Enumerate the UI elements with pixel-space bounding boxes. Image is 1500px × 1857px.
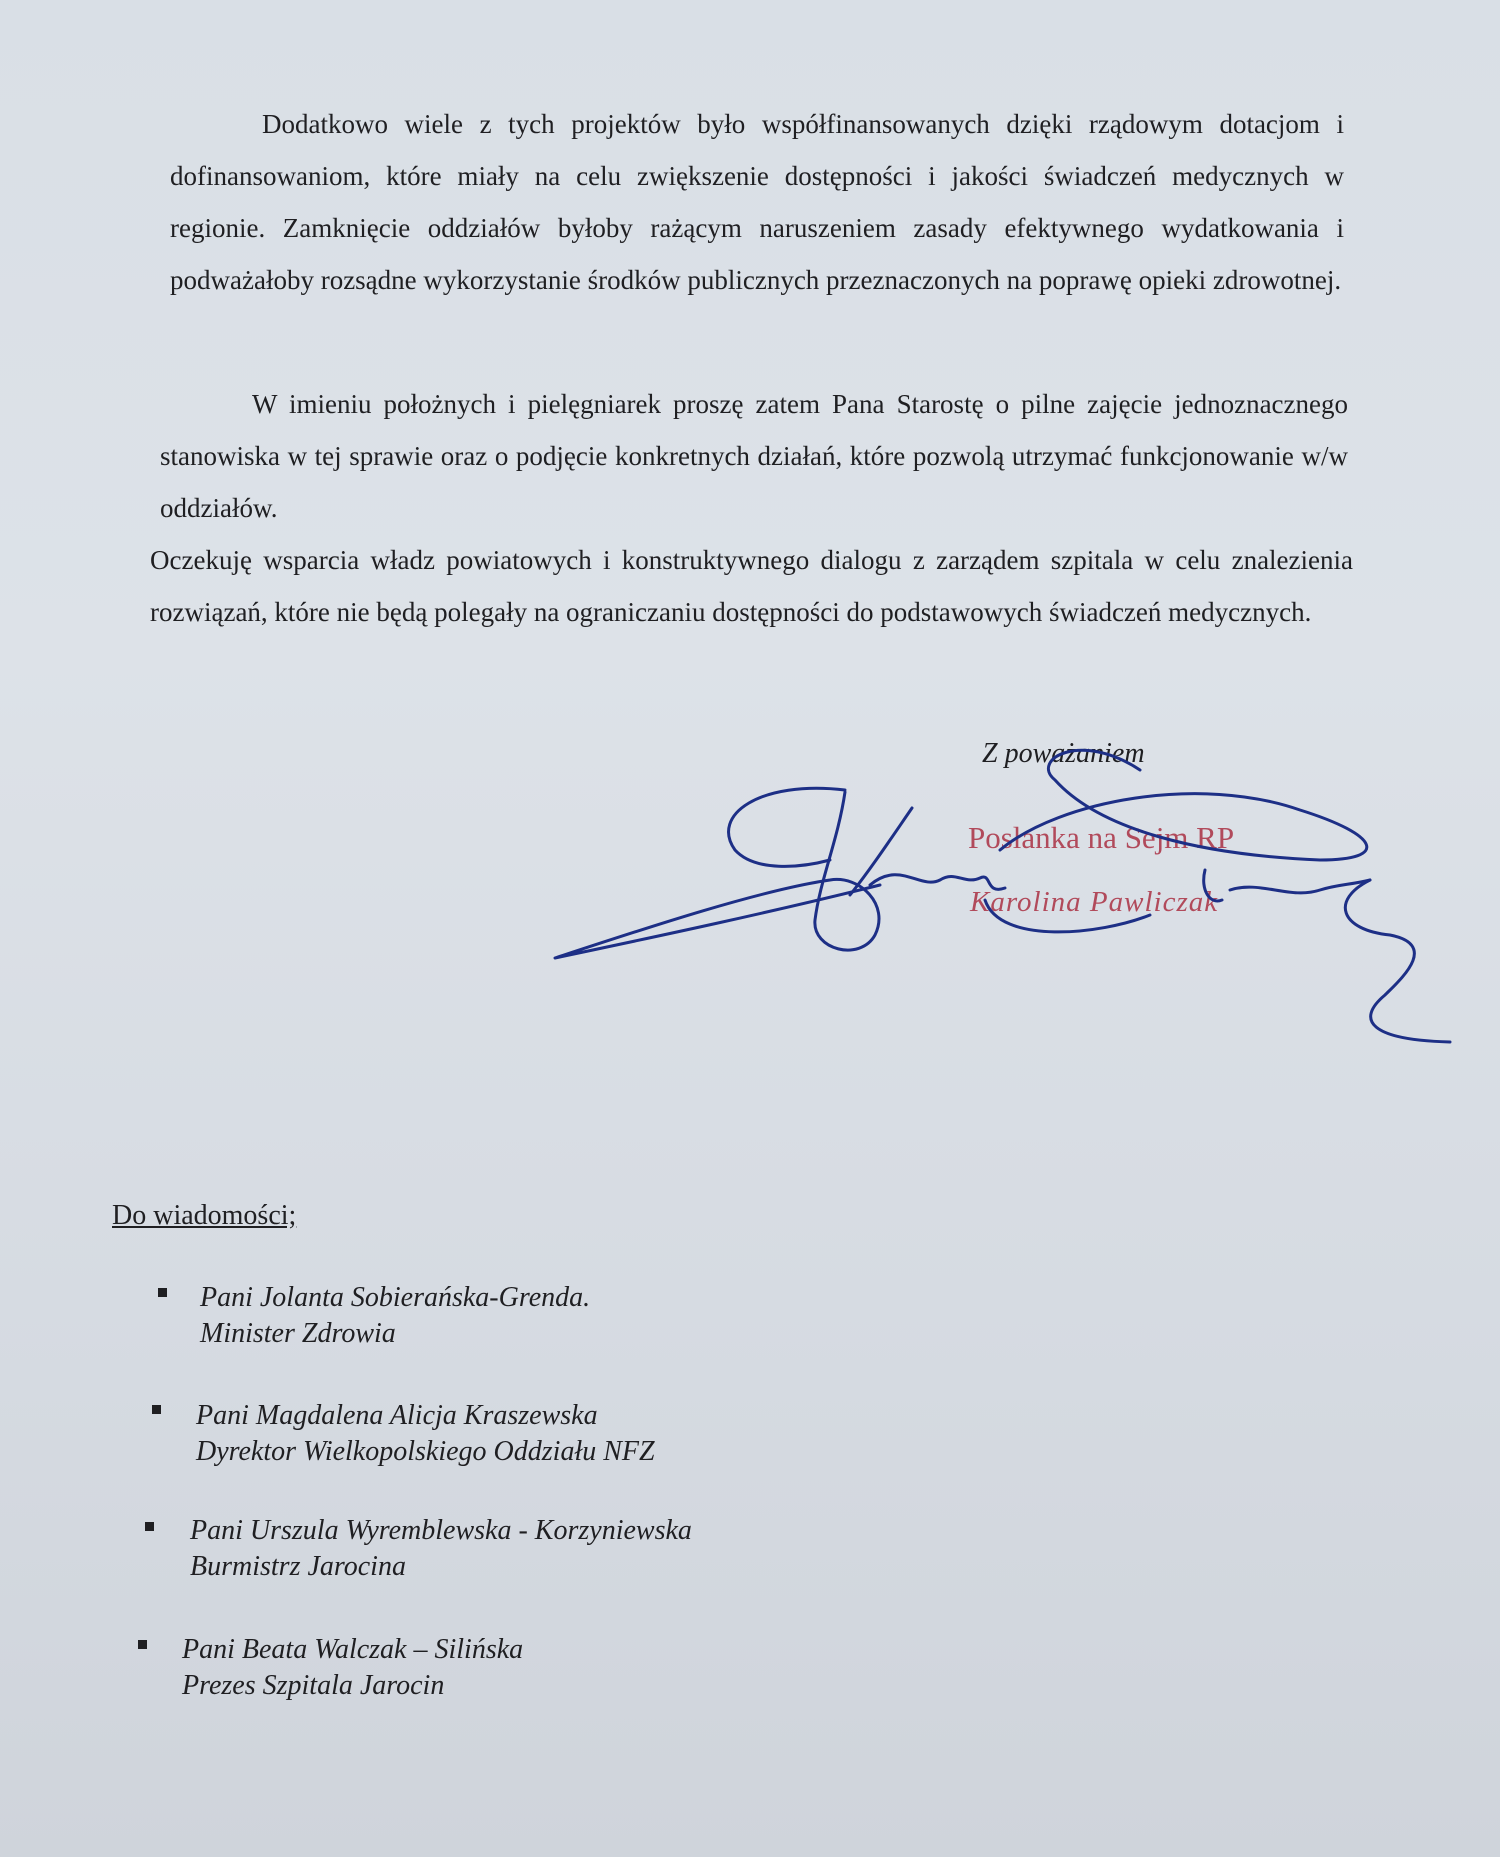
closing-salutation: Z poważaniem xyxy=(982,738,1145,769)
cc-item-name: Pani Urszula Wyremblewska - Korzyniewska xyxy=(190,1515,692,1546)
cc-item-1 xyxy=(200,1280,590,1352)
cc-bullet xyxy=(145,1522,154,1531)
body-paragraph-3: Oczekuję wsparcia władz powiatowych i konstruktywnego dialogu z zarządem szpitala w celu znalezienia rozwiązań, które nie będą polegały na ograniczaniu dostępności do podstawowych świadczeń medycznych. xyxy=(150,545,1353,627)
cc-item-4 xyxy=(182,1632,523,1704)
cc-item-name: Pani Jolanta Sobierańska-Grenda. xyxy=(200,1282,591,1313)
cc-item-role: Minister Zdrowia xyxy=(200,1318,396,1349)
cc-item-role: Burmistrz Jarocina xyxy=(190,1551,406,1582)
body-paragraph-1: Dodatkowo wiele z tych projektów było współfinansowanych dzięki rządowym dotacjom i dofinansowaniom, które miały na celu zwiększenie dostępności i jakości świadczeń medycznych w regionie. Zamknięcie oddziałów byłoby rażącym naruszeniem zasady efektywnego wydatkowania i podważałoby rozsądne wykorzystanie środków publicznych przeznaczonych na poprawę opieki zdrowotnej. xyxy=(170,109,1344,295)
cc-item-role: Prezes Szpitala Jarocin xyxy=(182,1670,445,1701)
body-paragraph-2: W imieniu położnych i pielęgniarek proszę zatem Pana Starostę o pilne zajęcie jednoznacznego stanowiska w tej sprawie oraz o podjęcie konkretnych działań, które pozwolą utrzymać funkcjonowanie w/w oddziałów. xyxy=(160,389,1348,523)
cc-item-2 xyxy=(196,1398,655,1470)
cc-item-name: Pani Magdalena Alicja Kraszewska xyxy=(196,1400,598,1431)
cc-item-name: Pani Beata Walczak – Silińska xyxy=(182,1634,524,1665)
cc-item-role: Dyrektor Wielkopolskiego Oddziału NFZ xyxy=(196,1436,655,1467)
cc-bullet xyxy=(152,1405,161,1414)
cc-bullet xyxy=(158,1288,167,1297)
cc-item-3 xyxy=(190,1513,692,1585)
stamp-name: Karolina Pawliczak xyxy=(970,886,1219,918)
cc-heading: Do wiadomości; xyxy=(112,1200,297,1231)
cc-bullet xyxy=(138,1640,147,1649)
stamp-title: Posłanka na Sejm RP xyxy=(968,820,1235,855)
